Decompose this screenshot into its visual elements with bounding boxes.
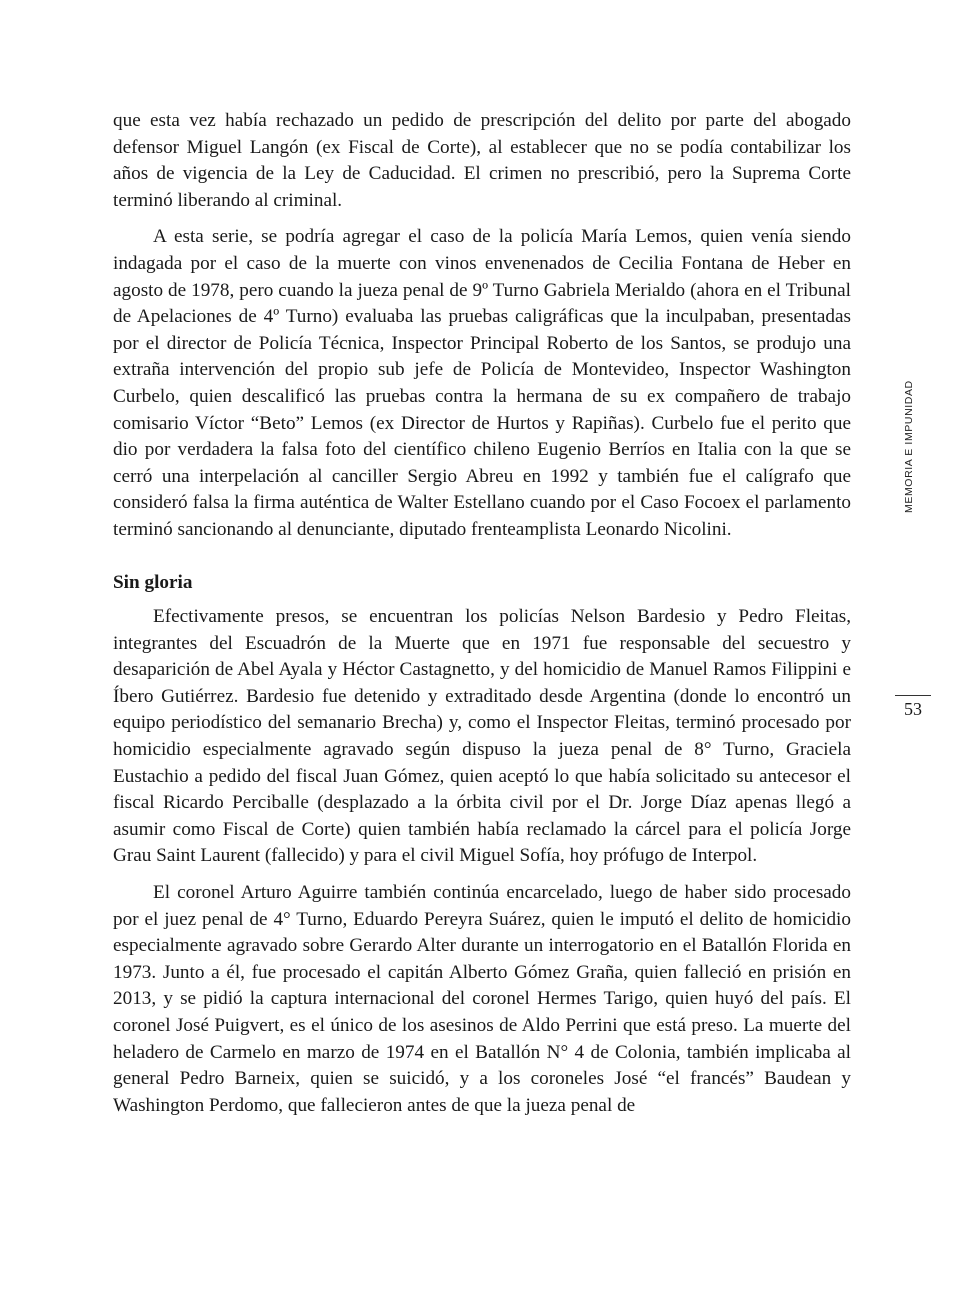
paragraph-escuadron: Efectivamente presos, se encuentran los policías Nelson Bardesio y Pedro Fleitas, integrantes del Escuadrón de la Muerte que en 1971 fue responsable del secuestro y desaparición de Abel Ayala y Héctor Castagnetto, y del homicidio de Manuel Ramos Filippini e Íbero Gutiérrez. Bardesio fue detenido y extraditado desde Argentina (donde lo encontró un equipo periodístico del semanario Brecha) y, como el Inspector Fleitas, terminó procesado por homicidio especialmente agravado según dispuso la jueza penal de 8° Turno, Graciela Eustachio a pedido del fiscal Juan Gómez, quien aceptó lo que había solicitado su antecesor el fiscal Ricardo Perciballe (desplazado a la órbita civil por el Dr. Jorge Díaz apenas llegó a asumir como Fiscal de Corte) quien también había reclamado la cárcel para el policía Jorge Grau Saint Laurent (fallecido) y para el civil Miguel Sofía, hoy prófugo de Interpol. — [113, 606, 851, 867]
paragraph-continuation: que esta vez había rechazado un pedido de prescripción del delito por parte del abogado defensor Miguel Langón (ex Fiscal de Corte), al establecer que no se podía contabilizar los años de vigencia de la Ley de Caducidad. El crimen no prescribió, pero la Suprema Corte terminó liberando al criminal. — [113, 110, 851, 211]
section-heading: Sin gloria — [113, 571, 193, 593]
page-number: 53 — [904, 699, 922, 719]
folio-rule — [895, 695, 931, 696]
running-title: MEMORIA E IMPUNIDAD — [903, 380, 915, 513]
body-text — [113, 108, 851, 1129]
paragraph-lemos-case: A esta serie, se podría agregar el caso de la policía María Lemos, quien venía siendo indagada por el caso de la muerte con vinos envenenados de Cecilia Fontana de Heber en agosto de 1978, pero cuando la jueza penal de 9º Turno Gabriela Merialdo (ahora en el Tribunal de Apelaciones de 4º Turno) evaluaba las pruebas caligráficas que la inculpaban, presentadas por el director de Policía Técnica, Inspector Principal Roberto de los Santos, se produjo una extraña intervención del propio sub jefe de Policía de Montevideo, Inspector Washington Curbelo, quien descalificó las pruebas contra la hermana de su ex compañero de trabajo comisario Víctor “Beto” Lemos (ex Director de Hurtos y Rapiñas). Curbelo fue el perito que dio por verdadera la falsa foto del científico chileno Eugenio Berríos en Italia con la que se cerró una interpelación al canciller Sergio Abreu en 1992 y también fue el calígrafo que consideró falsa la firma auténtica de Walter Estellano cuando por el Caso Focoex el parlamento terminó sancionando al denunciante, diputado frenteamplista Leonardo Nicolini. — [113, 226, 851, 540]
paragraph-aguirre: El coronel Arturo Aguirre también continúa encarcelado, luego de haber sido procesado por el juez penal de 4° Turno, Eduardo Pereyra Suárez, quien le imputó el delito de homicidio especialmente agravado sobre Gerardo Alter durante un interrogatorio en el Batallón Florida en 1973. Junto a él, fue procesado el capitán Alberto Gómez Graña, quien falleció en prisión en 2013, y se pidió la captura internacional del coronel Hermes Tarigo, quien huyó del país. El coronel José Puigvert, es el único de los asesinos de Aldo Perrini que está preso. La muerte del heladero de Carmelo en marzo de 1974 en el Batallón N° 4 de Colonia, también implicaba al general Pedro Barneix, quien se suicidó, y a los coroneles José “el francés” Baudean y Washington Perdomo, que fallecieron antes de que la jueza penal de — [113, 882, 851, 1116]
